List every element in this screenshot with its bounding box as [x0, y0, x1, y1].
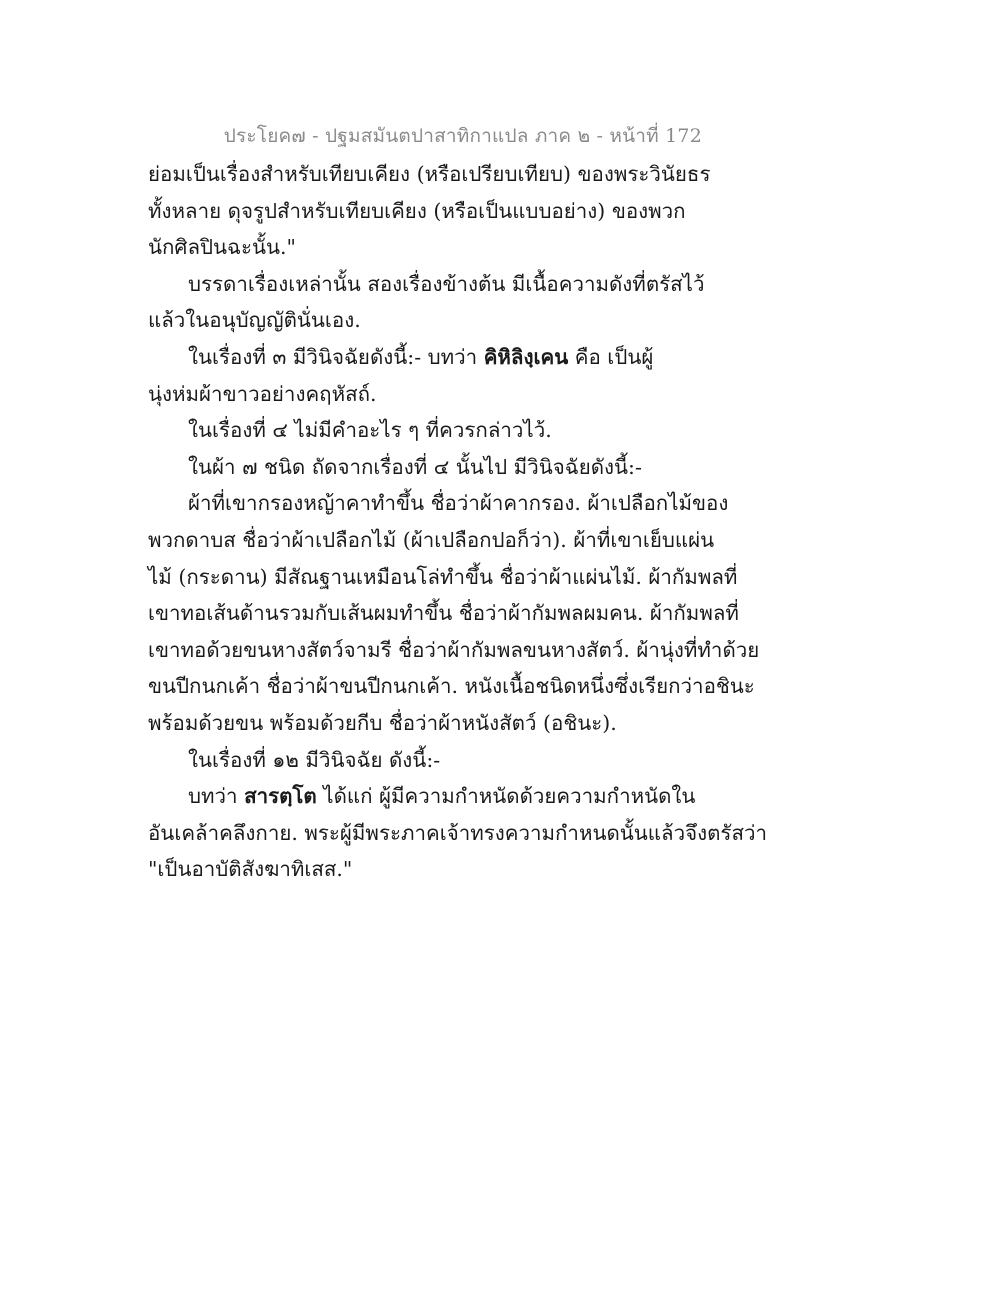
text-line: [148, 302, 708, 339]
text-run: ในเรื่องที่ ๔ ไม่มีคำอะไร ๆ ที่ควรกล่าวไว้.: [188, 418, 552, 443]
text-line: [148, 376, 708, 413]
text-run: บรรดาเรื่องเหล่านั้น สองเรื่องข้างต้น มีเนื้อความดังที่ตรัสไว้: [188, 271, 705, 296]
text-run: "เป็นอาบัติสังฆาทิเสส.": [148, 857, 353, 882]
text-run: พวกดาบส ชื่อว่าผ้าเปลือกไม้ (ผ้าเปลือกปอก็ว่า). ผ้าที่เขาเย็บแผ่น: [148, 527, 715, 552]
text-line: [148, 449, 708, 486]
text-line: [148, 778, 708, 815]
text-run: ไม้ (กระดาน) มีสัณฐานเหมือนโล่ทำขึ้น ชื่อว่าผ้าแผ่นไม้. ผ้ากัมพลที่: [148, 564, 738, 589]
text-line: [148, 193, 708, 230]
text-run: อันเคล้าคลึงกาย. พระผู้มีพระภาคเจ้าทรงความกำหนดนั้นแล้วจึงตรัสว่า: [148, 820, 767, 845]
page-header: ประโยค๗ - ปฐมสมันตปาสาทิกาแปล ภาค ๒ - หน้าที่ 172: [223, 125, 702, 147]
text-line: [148, 851, 708, 888]
text-line: [148, 412, 708, 449]
text-run: นุ่งห่มผ้าขาวอย่างคฤหัสถ์.: [148, 381, 377, 406]
text-line: [148, 815, 767, 852]
text-line: [148, 632, 760, 669]
text-run: เขาทอด้วยขนหางสัตว์จามรี ชื่อว่าผ้ากัมพลขนหางสัตว์. ผ้านุ่งที่ทำด้วย: [148, 637, 760, 662]
text-run: ทั้งหลาย ดุจรูปสำหรับเทียบเคียง (หรือเป็นแบบอย่าง) ของพวก: [148, 198, 686, 223]
body-text: [148, 156, 767, 888]
text-run: ในผ้า ๗ ชนิด ถัดจากเรื่องที่ ๔ นั้นไป มีวินิจฉัยดังนี้:-: [188, 454, 642, 479]
text-run: บทว่า: [188, 784, 245, 809]
text-line: [148, 485, 729, 522]
text-run: ในเรื่องที่ ๑๒ มีวินิจฉัย ดังนี้:-: [188, 747, 441, 772]
text-run: ได้แก่ ผู้มีความกำหนัดด้วยความกำหนัดใน: [316, 784, 696, 809]
text-line: [148, 266, 708, 303]
text-run: ผ้าที่เขากรองหญ้าคาทำขึ้น ชื่อว่าผ้าคากรอง. ผ้าเปลือกไม้ของ: [188, 491, 729, 516]
text-line: [148, 668, 755, 705]
text-run: ขนปีกนกเค้า ชื่อว่าผ้าขนปีกนกเค้า. หนังเนื้อชนิดหนึ่งซึ่งเรียกว่าอชินะ: [148, 674, 755, 699]
text-run: นักศิลปินฉะนั้น.": [148, 235, 296, 260]
text-run: คือ เป็นผู้: [568, 344, 654, 369]
text-line: [148, 339, 708, 376]
bold-term: สารตฺโต: [244, 784, 317, 809]
text-line: [148, 595, 739, 632]
text-run: แล้วในอนุบัญญัตินั่นเอง.: [148, 308, 361, 333]
text-line: [148, 705, 708, 742]
text-run: เขาทอเส้นด้านรวมกับเส้นผมทำขึ้น ชื่อว่าผ้ากัมพลผมคน. ผ้ากัมพลที่: [148, 601, 739, 626]
text-run: ย่อมเป็นเรื่องสำหรับเทียบเคียง (หรือเปรียบเทียบ) ของพระวินัยธร: [148, 162, 711, 186]
text-line: [148, 229, 708, 266]
text-line: [148, 522, 715, 559]
text-line: [148, 742, 708, 779]
text-run: พร้อมด้วยขน พร้อมด้วยกีบ ชื่อว่าผ้าหนังสัตว์ (อชินะ).: [148, 710, 617, 735]
text-run: ในเรื่องที่ ๓ มีวินิจฉัยดังนี้:- บทว่า: [188, 344, 484, 369]
text-line: [148, 559, 738, 596]
text-line: [148, 156, 711, 193]
bold-term: คิหิลิงฺเคน: [483, 344, 569, 369]
